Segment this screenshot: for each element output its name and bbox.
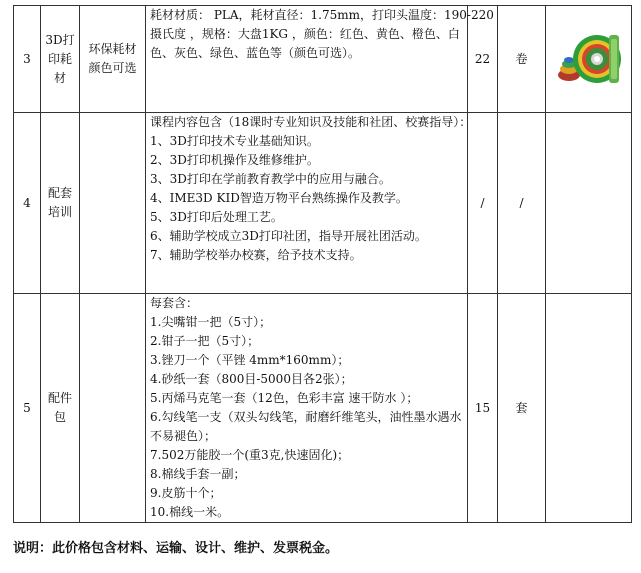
price-note: 说明：此价格包含材料、运输、设计、维护、发票税金。 bbox=[13, 541, 339, 556]
item-unit: 套 bbox=[498, 294, 546, 523]
desc-line: 每套含： bbox=[150, 296, 199, 310]
item-description bbox=[146, 6, 494, 113]
item-name: 3D打印耗材 bbox=[41, 6, 80, 113]
item-image-cell bbox=[546, 6, 632, 113]
desc-line: 7、辅助学校举办校赛，给予技术支持。 bbox=[150, 248, 362, 262]
item-name: 配件包 bbox=[41, 294, 80, 523]
desc-line: 色、灰色、绿色、蓝色等（颜色可选）。 bbox=[150, 46, 361, 60]
desc-line: 3、3D打印在学前教育教学中的应用与融合。 bbox=[150, 172, 391, 186]
desc-line: 1.尖嘴钳一把（5寸）； bbox=[150, 315, 272, 329]
item-description bbox=[146, 113, 472, 294]
item-name: 配套培训 bbox=[41, 113, 80, 294]
desc-line: 6.勾线笔一支（双头勾线笔，耐磨纤维笔头，油性墨水遇水 bbox=[150, 410, 462, 424]
desc-line: 7.502万能胶一个(重3克,快速固化)； bbox=[150, 448, 350, 462]
table-row bbox=[14, 113, 632, 294]
row-number: 5 bbox=[14, 294, 41, 523]
desc-line: 8.棉线手套一副； bbox=[150, 467, 246, 481]
desc-line: 4、IME3D KID智造万物平台熟练操作及教学。 bbox=[150, 191, 408, 205]
table-row bbox=[14, 294, 632, 523]
table-row bbox=[14, 6, 632, 113]
item-image-cell bbox=[546, 113, 632, 294]
desc-line: 4.砂纸一套（800目-5000目各2张）； bbox=[150, 372, 353, 386]
desc-line: 1、3D打印技术专业基础知识。 bbox=[150, 134, 319, 148]
item-quantity: 22 bbox=[468, 6, 498, 113]
row-number: 4 bbox=[14, 113, 41, 294]
item-description bbox=[146, 294, 468, 523]
item-spec bbox=[80, 294, 146, 523]
desc-line: 9.皮筋十个； bbox=[150, 486, 222, 500]
desc-line: 耗材材质： PLA，耗材直径：1.75mm，打印头温度：190-220 bbox=[150, 8, 494, 22]
item-unit: 卷 bbox=[498, 6, 546, 113]
item-image-cell bbox=[546, 294, 632, 523]
desc-line: 课程内容包含（18课时专业知识及技能和社团、校赛指导）： bbox=[150, 115, 472, 129]
item-quantity: / bbox=[468, 113, 498, 294]
desc-line: 5.丙烯马克笔一套（12色，色彩丰富 速干防水 ）； bbox=[150, 391, 419, 405]
filament-spool-image bbox=[553, 29, 625, 89]
item-quantity: 15 bbox=[468, 294, 498, 523]
desc-line: 6、辅助学校成立3D打印社团，指导开展社团活动。 bbox=[150, 229, 427, 243]
desc-line: 不易褪色）； bbox=[150, 429, 217, 443]
desc-line: 3.锉刀一个（平锉 4mm*160mm）； bbox=[150, 353, 350, 367]
item-spec: 环保耗材颜色可选 bbox=[80, 6, 146, 113]
desc-line: 2、3D打印机操作及维修维护。 bbox=[150, 153, 319, 167]
item-spec bbox=[80, 113, 146, 294]
desc-line: 摄氏度 ，规格：大盘1KG ，颜色：红色、黄色、橙色、白 bbox=[150, 27, 460, 41]
item-unit: / bbox=[498, 113, 546, 294]
desc-line: 5、3D打印后处理工艺。 bbox=[150, 210, 283, 224]
row-number: 3 bbox=[14, 6, 41, 113]
product-spec-table bbox=[13, 5, 632, 523]
desc-line: 2.钳子一把（5寸）； bbox=[150, 334, 260, 348]
desc-line: 10.棉线一米。 bbox=[150, 505, 230, 519]
